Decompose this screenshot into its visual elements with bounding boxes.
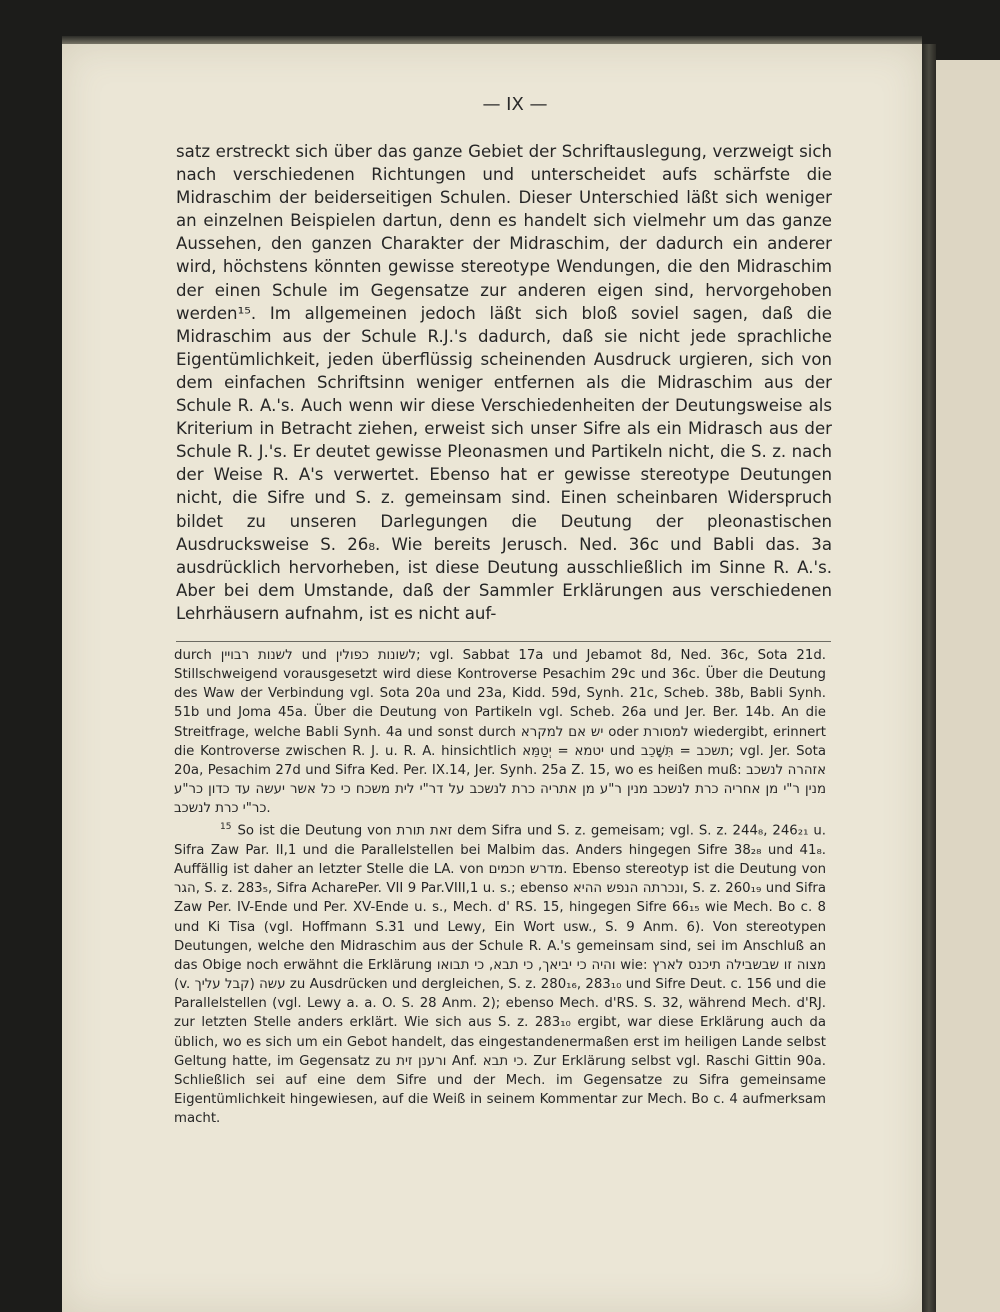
main-text-block <box>176 140 832 625</box>
facing-page-edge <box>936 60 1000 1312</box>
main-paragraph: satz erstreckt sich über das ganze Gebiet der Schriftauslegung, verzweigt sich nach verschiedenen Richtungen und unterscheidet aufs schärfste die Midraschim der beiderseitigen Schulen. Dieser Unterschied läßt sich weniger an einzelnen Beispielen dartun, denn es handelt sich vielmehr um das ganze Aussehen, den ganzen Charakter der Midraschim, der dadurch ein anderer wird, höchstens könnten gewisse stereotype Wendungen, die den Midraschim der einen Schule im Gegensatze zur anderen eigen sind, hervorgehoben werden¹⁵. Im allgemeinen jedoch läßt sich bloß soviel sagen, daß die Midraschim aus der Schule R.J.'s dadurch, daß sie nicht jede sprachliche Eigentümlichkeit, jeden überflüssig scheinenden Ausdruck urgieren, sich von dem einfachen Schriftsinn weniger entfernen als die Midraschim aus der Schule R. A.'s. Auch wenn wir diese Verschiedenheiten der Deutungsweise als Kriterium in Betracht ziehen, erweist sich unser Sifre als ein Midrasch aus der Schule R. J.'s. Er deutet gewisse Pleonasmen und Partikeln nicht, die S. z. nach der Weise R. A's verwertet. Ebenso hat er gewisse stereotype Deutungen nicht, die Sifre und S. z. gemeinsam sind. Einen scheinbaren Widerspruch bildet zu unseren Darlegungen die Deutung der pleonastischen Ausdrucksweise S. 26₈. Wie bereits Jerusch. Ned. 36c und Babli das. 3a ausdrücklich hervorheben, ist diese Deutung ausschließlich im Sinne R. A.'s. Aber bei dem Umstande, daß der Sammler Erklärungen aus verschiedenen Lehrhäusern aufnahm, ist es nicht auf- <box>176 142 832 623</box>
footnote-separator <box>176 641 831 642</box>
page-number: — IX — <box>482 94 548 115</box>
book-gutter <box>922 44 936 1312</box>
footnotes <box>174 646 826 1128</box>
footnote-number: 15 <box>220 822 232 833</box>
footnote-15-text: So ist die Deutung von זאת תורת dem Sifra und S. z. gemeisam; vgl. S. z. 244₈, 246₂₁ u. Sifra Zaw Par. II,1 und die Parallelstellen bei Malbim das. Anders hingegen Sifre 38₂₈ und 41₈. Auffällig ist daher an letzter Stelle die LA. von מדרש חכמים. Ebenso stereotyp ist die Deutung von הגר, S. z. 283₅, Sifra AcharePer. VII 9 Par.VIII,1 u. s.; ebenso ונכרתה הנפש ההיא, S. z. 260₁₉ und Sifra Zaw Per. IV-Ende und Per. XV-Ende u. s., Mech. d' RS. 15, hingegen Sifre 66₁₅ wie Mech. Bo c. 8 und Ki Tisa (vgl. Hoffmann S.31 und Lewy, Ein Wort usw., S. 9 Anm. 6). Von stereotypen Deutungen, welche den Midraschim aus der Schule R. A.'s gemeinsam sind, sei im Anschluß an das Obige noch erwähnt die Erklärung והיה כי יביאך, כי תבא, כי תבואו wie: מצוה זו שבשבילה תיכנס לארץ (v. קבל עליך) עשה zu Ausdrücken und dergleichen, S. z. 280₁₆, 283₁₀ und Sifre Deut. c. 156 und die Parallelstellen (vgl. Lewy a. a. O. S. 28 Anm. 2); ebenso Mech. d'RS. S. 32, während Mech. d'RJ. zur letzten Stelle anders erklärt. Wie sich aus S. z. 283₁₀ ergibt, war diese Erklärung auch da üblich, wo es sich um ein Gebot handelt, das eingestandenermaßen erst im heiligen Lande selbst Geltung hatte, im Gegensatz zu ורענן זית Anf. כי תבא. Zur Erklärung selbst vgl. Raschi Gittin 90a. Schließlich sei auf eine dem Sifre und der Mech. im Gegensatze zu Sifra gemeinsame Eigentümlichkeit hingewiesen, auf die Weiß in seinem Kommentar zur Mech. Bo c. 4 aufmerksam macht. <box>174 823 827 1127</box>
footnote-continuation: durch לשנות רבויין und לשונות כפולין; vgl. Sabbat 17a und Jebamot 8d, Ned. 36c, Sota 21d. Stillschweigend vorausgesetzt wird diese Kontroverse Pesachim 29c und 36c. Über die Deutung des Waw der Verbindung vgl. Sota 20a und 23a, Kidd. 59d, Synh. 21c, Scheb. 38b, Babli Synh. 51b und Joma 45a. Über die Deutung von Partikeln vgl. Scheb. 26a und Jer. Ber. 14b. An die Streitfrage, welche Babli Synh. 4a und sonst durch יש אם למקרא oder למסורת wiedergibt, erinnert die Kontroverse zwischen R. J. u. R. A. hinsichtlich יטמא = יְטַמֵּא und תשכב = תִּשָּׁכֵב; vgl. Jer. Sota 20a, Pesachim 27d und Sifra Ked. Per. IX.14, Jer. Synh. 25a Z. 15, wo es heißen muß: אזהרה לנשכב מנין ר"י מן אחריה כרת לנשכב מנין ר"ע מן אתריה כרת לנשכב על דר"י לית משכח כי כל אשר יעשה עד כדון כר"ע כר"י כרת לנשכב. <box>174 648 827 817</box>
footnote-15 <box>174 818 826 1128</box>
